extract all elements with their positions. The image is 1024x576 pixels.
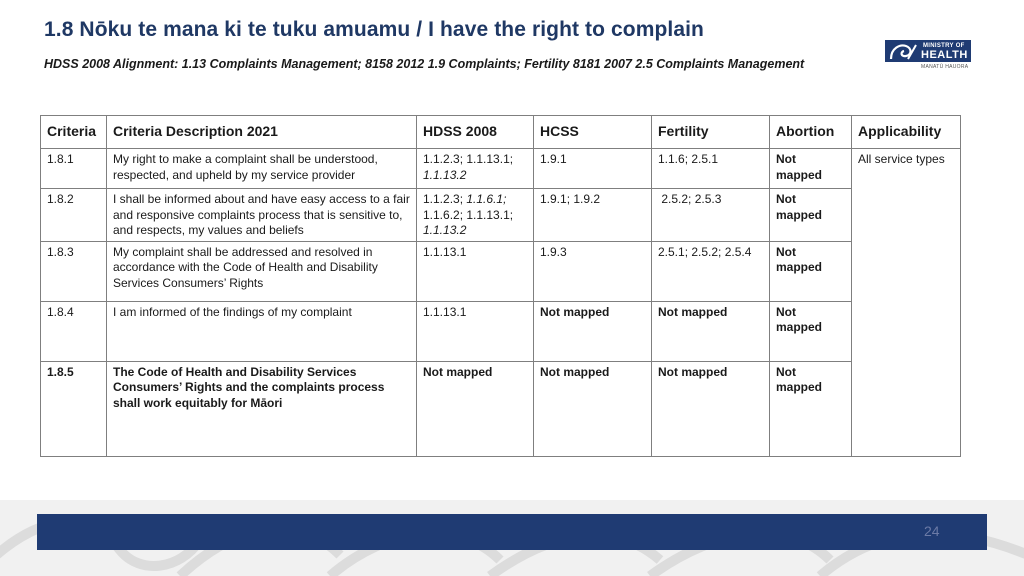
hdss-text: 1.1.2.3; <box>423 192 464 206</box>
table-row <box>41 361 961 456</box>
hcss-cell: Not mapped <box>534 301 652 361</box>
header-fertility: Fertility <box>652 116 770 149</box>
abortion-cell: Not mapped <box>770 361 852 456</box>
header-criteria: Criteria <box>41 116 107 149</box>
footer-bar <box>37 514 987 550</box>
hcss-cell: 1.9.3 <box>534 241 652 301</box>
header-description: Criteria Description 2021 <box>107 116 417 149</box>
table-row <box>41 189 961 242</box>
table-row <box>41 241 961 301</box>
header-hdss: HDSS 2008 <box>417 116 534 149</box>
header-abortion: Abortion <box>770 116 852 149</box>
description-cell: I shall be informed about and have easy access to a fair and responsive complaints process that is sensitive to, and respects, my values and beliefs <box>107 189 417 242</box>
ministry-of-health-logo <box>885 40 971 72</box>
table-row <box>41 149 961 189</box>
criteria-table <box>40 115 961 457</box>
table-row <box>41 301 961 361</box>
description-cell: My right to make a complaint shall be understood, respected, and upheld by my service provider <box>107 149 417 189</box>
applicability-cell: All service types <box>852 149 961 457</box>
hdss-italic-text: 1.1.13.2 <box>423 223 467 237</box>
abortion-cell: Not mapped <box>770 301 852 361</box>
header-hcss: HCSS <box>534 116 652 149</box>
description-cell: I am informed of the findings of my complaint <box>107 301 417 361</box>
hdss-italic-inline-text: 1.1.6.1; <box>466 192 507 206</box>
fertility-cell: Not mapped <box>652 301 770 361</box>
hdss-cell <box>417 189 534 242</box>
criteria-cell: 1.8.2 <box>41 189 107 242</box>
page-title: 1.8 Nōku te mana ki te tuku amuamu / I have the right to complain <box>44 18 704 41</box>
fertility-cell: 2.5.2; 2.5.3 <box>652 189 770 242</box>
criteria-cell: 1.8.3 <box>41 241 107 301</box>
description-cell: The Code of Health and Disability Services Consumers’ Rights and the complaints process shall work equitably for Māori <box>107 361 417 456</box>
logo-text-maori: MANATŪ HAUORA <box>921 64 969 70</box>
hdss-text: 1.1.2.3; 1.1.13.1; <box>423 152 514 166</box>
hdss-cell: 1.1.13.1 <box>417 301 534 361</box>
criteria-cell: 1.8.4 <box>41 301 107 361</box>
alignment-subtitle: HDSS 2008 Alignment: 1.13 Complaints Management; 8158 2012 1.9 Complaints; Fertility 8181 2007 2.5 Complaints Management <box>44 57 805 71</box>
hdss-cell: Not mapped <box>417 361 534 456</box>
hcss-cell: 1.9.1; 1.9.2 <box>534 189 652 242</box>
abortion-cell: Not mapped <box>770 189 852 242</box>
hdss-italic-text: 1.1.13.2 <box>423 167 467 182</box>
hdss-text-line2: 1.1.6.2; 1.1.13.1; <box>423 207 514 222</box>
abortion-cell: Not mapped <box>770 241 852 301</box>
logo-text-health: HEALTH <box>921 49 968 61</box>
hdss-cell: 1.1.13.1 <box>417 241 534 301</box>
criteria-cell: 1.8.1 <box>41 149 107 189</box>
table-header-row <box>41 116 961 149</box>
criteria-cell: 1.8.5 <box>41 361 107 456</box>
hcss-cell: 1.9.1 <box>534 149 652 189</box>
koru-icon <box>888 42 918 62</box>
fertility-cell: 2.5.1; 2.5.2; 2.5.4 <box>652 241 770 301</box>
hcss-cell: Not mapped <box>534 361 652 456</box>
fertility-cell: 1.1.6; 2.5.1 <box>652 149 770 189</box>
header-applicability: Applicability <box>852 116 961 149</box>
description-cell: My complaint shall be addressed and resolved in accordance with the Code of Health and Disability Services Consumers’ Rights <box>107 241 417 301</box>
page-number: 24 <box>924 523 940 539</box>
fertility-cell: Not mapped <box>652 361 770 456</box>
hdss-cell <box>417 149 534 189</box>
abortion-cell: Not mapped <box>770 149 852 189</box>
logo-text-ministry: MINISTRY OF <box>923 43 965 49</box>
